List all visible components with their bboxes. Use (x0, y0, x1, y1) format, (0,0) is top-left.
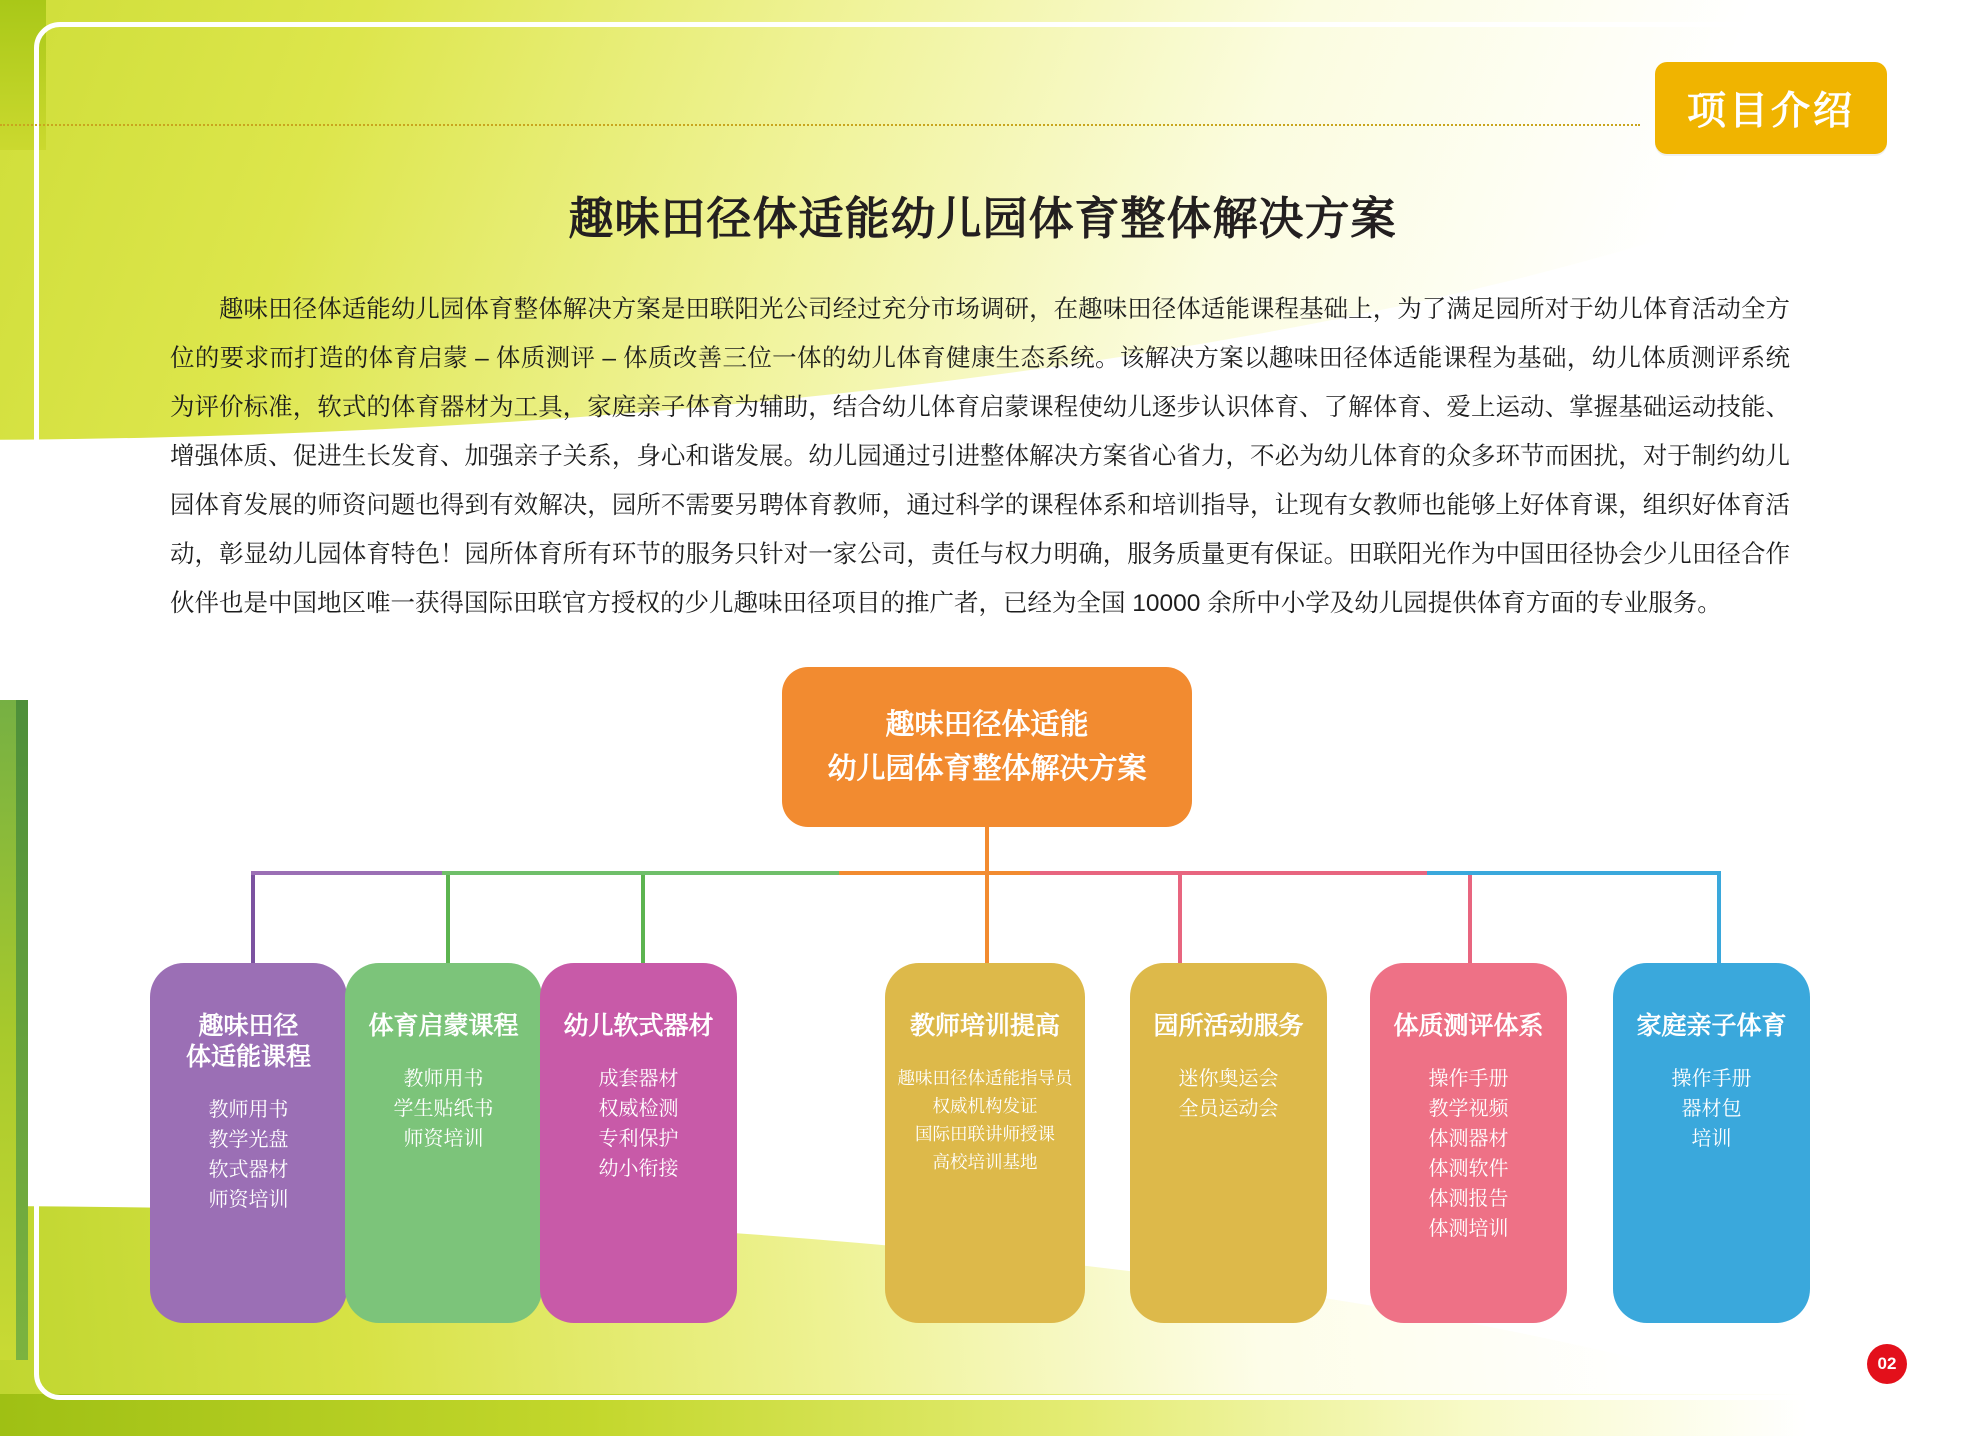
chart-node-2 (345, 963, 542, 1323)
page-title: 趣味田径体适能幼儿园体育整体解决方案 (568, 193, 1397, 244)
chart-node-5-item: 全员运动会 (1178, 1098, 1279, 1120)
decorative-green-corner (0, 0, 46, 150)
chart-node-7 (1613, 963, 1810, 1323)
chart-node-1-title-line2: 体适能课程 (185, 1043, 311, 1071)
chart-node-4-title-line1: 教师培训提高 (909, 1012, 1060, 1040)
org-chart (0, 650, 1965, 1330)
chart-node-2-item: 师资培训 (403, 1128, 484, 1150)
chart-node-2-item: 教师用书 (403, 1068, 484, 1090)
chart-node-6-item: 体测软件 (1428, 1158, 1509, 1180)
chart-connector-7 (1717, 875, 1721, 965)
chart-node-7-item: 操作手册 (1671, 1068, 1752, 1090)
chart-node-3-item: 成套器材 (598, 1068, 679, 1090)
chart-node-4-item: 趣味田径体适能指导员 (897, 1068, 1073, 1088)
chart-node-7-item: 器材包 (1681, 1098, 1742, 1120)
chart-node-1-item: 教学光盘 (208, 1129, 289, 1151)
chart-root-label-line2: 幼儿园体育整体解决方案 (827, 753, 1147, 785)
chart-node-1-items (150, 1095, 347, 1215)
chart-node-6-item: 操作手册 (1428, 1068, 1509, 1090)
chart-node-7-title-line1: 家庭亲子体育 (1636, 1012, 1787, 1040)
chart-node-2-items (345, 1064, 542, 1154)
chart-node-4-item: 高校培训基地 (932, 1152, 1038, 1172)
chart-node-6 (1370, 963, 1567, 1323)
chart-node-1-item: 师资培训 (208, 1189, 289, 1211)
chart-node-2-item: 学生贴纸书 (393, 1098, 494, 1120)
chart-node-6-item: 教学视频 (1428, 1098, 1509, 1120)
chart-root-node (782, 667, 1192, 827)
chart-node-3-item: 幼小衔接 (598, 1158, 679, 1180)
chart-node-5-items (1130, 1064, 1327, 1124)
chart-node-6-items (1370, 1064, 1567, 1244)
chart-connector-4 (985, 875, 989, 965)
chart-node-1 (150, 963, 347, 1323)
chart-node-6-item: 体测报告 (1428, 1188, 1509, 1210)
chart-node-7-item: 培训 (1691, 1128, 1732, 1150)
chart-node-3-items (540, 1064, 737, 1184)
chart-node-1-title-line1: 趣味田径 (198, 1012, 299, 1040)
chart-node-5-title-line1: 园所活动服务 (1153, 1012, 1304, 1040)
chart-connector-6 (1468, 875, 1472, 965)
chart-node-5 (1130, 963, 1327, 1323)
header-divider (0, 124, 1640, 126)
decorative-bottom-strip (0, 1394, 1965, 1436)
chart-node-4-items (885, 1064, 1085, 1176)
chart-node-5-item: 迷你奥运会 (1178, 1068, 1279, 1090)
page-number-badge: 02 (1867, 1344, 1907, 1384)
section-tag: 项目介绍 (1655, 62, 1887, 154)
chart-node-6-item: 体测培训 (1428, 1218, 1509, 1240)
chart-connector-5 (1178, 875, 1182, 965)
chart-node-3-item: 权威检测 (598, 1098, 679, 1120)
chart-node-4-item: 权威机构发证 (932, 1096, 1038, 1116)
chart-root-label-line1: 趣味田径体适能 (885, 709, 1089, 741)
chart-node-6-title-line1: 体质测评体系 (1393, 1012, 1544, 1040)
chart-node-3-item: 专利保护 (598, 1128, 679, 1150)
chart-node-1-item: 教师用书 (208, 1099, 289, 1121)
chart-connector-2 (446, 875, 450, 965)
chart-node-3 (540, 963, 737, 1323)
chart-connector-1 (251, 875, 255, 965)
chart-node-3-title-line1: 幼儿软式器材 (563, 1012, 714, 1040)
chart-node-4 (885, 963, 1085, 1323)
chart-node-7-items (1613, 1064, 1810, 1154)
chart-connector-3 (641, 875, 645, 965)
chart-node-row (0, 963, 1965, 1333)
chart-node-2-title-line1: 体育启蒙课程 (368, 1012, 519, 1040)
body-paragraph: 趣味田径体适能幼儿园体育整体解决方案是田联阳光公司经过充分市场调研，在趣味田径体适能课程基础上，为了满足园所对于幼儿体育活动全方位的要求而打造的体育启蒙 – 体质测评 – 体质改善三位一体的幼儿体育健康生态系统。该解决方案以趣味田径体适能课程为基础，幼儿体质测评系统为评价标准，软式的体育器材为工具，家庭亲子体育为辅助，结合幼儿体育启蒙课程使幼儿逐步认识体育、了解体育、爱上运动、掌握基础运动技能、增强体质、促进生长发育、加强亲子关系，身心和谐发展。幼儿园通过引进整体解决方案省心省力，不必为幼儿体育的众多环节而困扰，对于制约幼儿园体育发展的师资问题也得到有效解决，园所不需要另聘体育教师，通过科学的课程体系和培训指导，让现有女教师也能够上好体育课，组织好体育活动，彰显幼儿园体育特色！园所体育所有环节的服务只针对一家公司，责任与权力明确，服务质量更有保证。田联阳光作为中国田径协会少儿田径合作伙伴也是中国地区唯一获得国际田联官方授权的少儿趣味田径项目的推广者，已经为全国 10000 余所中小学及幼儿园提供体育方面的专业服务。 (170, 296, 1790, 617)
chart-node-6-item: 体测器材 (1428, 1128, 1509, 1150)
chart-node-4-item: 国际田联讲师授课 (915, 1124, 1055, 1144)
chart-node-1-item: 软式器材 (208, 1159, 289, 1181)
